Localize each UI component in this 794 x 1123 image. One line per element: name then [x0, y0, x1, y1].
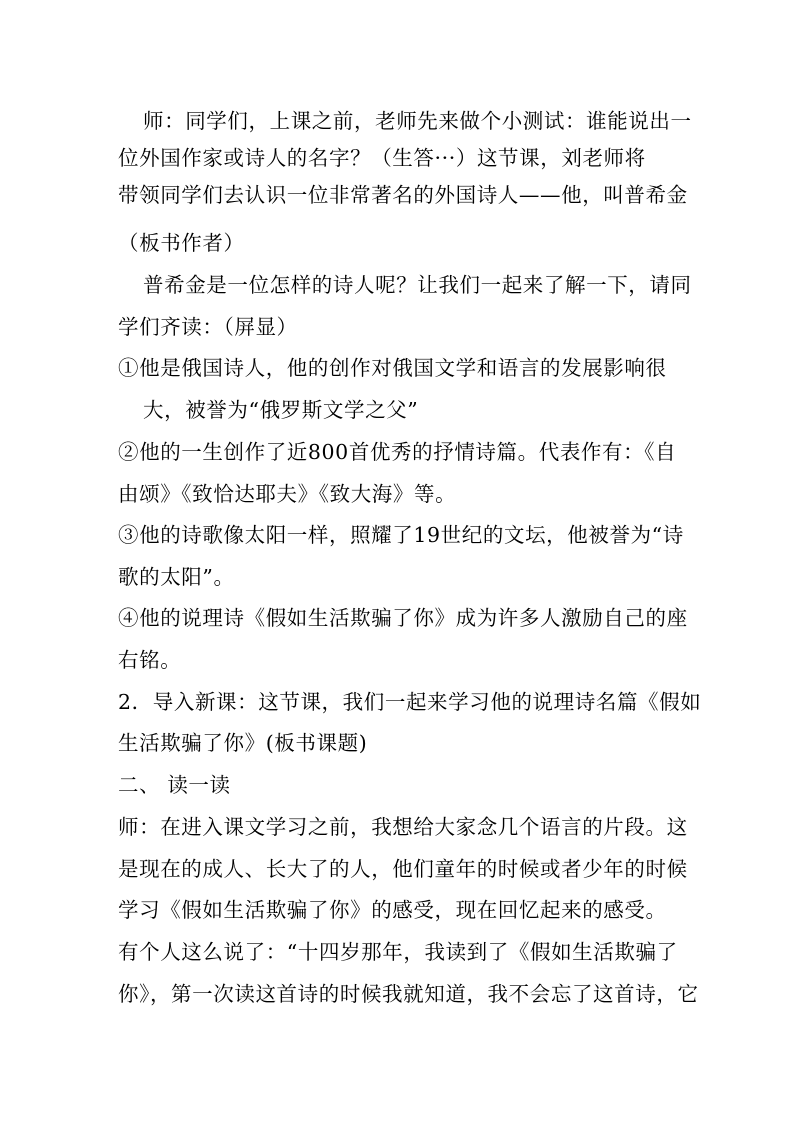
text-line: 你》，第一次读这首诗的时候我就知道，我不会忘了这首诗，它	[118, 982, 699, 1006]
text-line: 2．导入新课：这节课，我们一起来学习他的说理诗名篇《假如	[118, 690, 702, 714]
text-line: ①他是俄国诗人，他的创作对俄国文学和语言的发展影响很	[118, 356, 667, 380]
text-line: ③他的诗歌像太阳一样，照耀了19世纪的文坛，他被誉为“诗	[118, 523, 684, 547]
text-line: 大，被誉为“俄罗斯文学之父”	[143, 398, 419, 422]
text-line: （板书作者）	[118, 231, 245, 255]
text-line: 生活欺骗了你》(板书课题)	[118, 731, 368, 755]
text-line: 普希金是一位怎样的诗人呢？让我们一起来了解一下，请同	[143, 273, 692, 297]
text-line: 由颂》《致恰达耶夫》《致大海》等。	[118, 482, 457, 506]
text-line: ②他的一生创作了近800首优秀的抒情诗篇。代表作有：《自	[118, 440, 677, 464]
text-line: 学们齐读：（屏显）	[118, 315, 298, 339]
text-line: 师：在进入课文学习之前，我想给大家念几个语言的片段。这	[118, 815, 688, 839]
text-line: 歌的太阳”。	[118, 565, 235, 589]
text-line: 右铭。	[118, 648, 182, 672]
text-line: 有个人这么说了：“十四岁那年，我读到了《假如生活欺骗了	[118, 940, 678, 964]
text-line: ④他的说理诗《假如生活欺骗了你》成为许多人激励自己的座	[118, 606, 688, 630]
text-line: 位外国作家或诗人的名字？（生答···）这节课，刘老师将	[118, 146, 646, 170]
text-line: 师：同学们，上课之前，老师先来做个小测试：谁能说出一	[143, 109, 692, 133]
text-line: 学习《假如生活欺骗了你》的感受，现在回忆起来的感受。	[118, 898, 667, 922]
text-line: 是现在的成人、长大了的人，他们童年的时候或者少年的时候	[118, 857, 688, 881]
text-line: 带领同学们去认识一位非常著名的外国诗人——他，叫普希金	[118, 183, 688, 207]
section-heading: 二、 读一读	[118, 773, 231, 797]
